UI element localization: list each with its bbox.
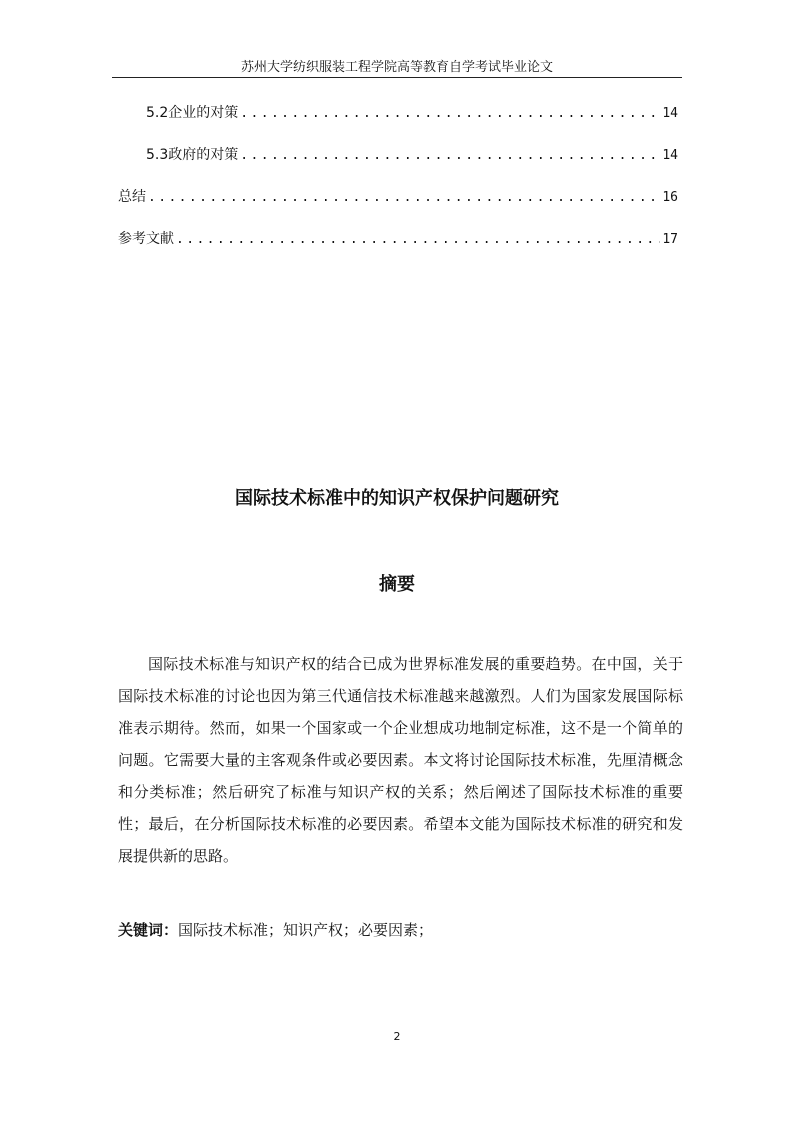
toc-leader-dots — [148, 187, 660, 209]
toc-entry[interactable] — [118, 228, 678, 270]
toc-entry-page: 17 — [662, 232, 678, 247]
toc-leader-dots — [176, 229, 660, 251]
toc-entry-page: 14 — [662, 106, 678, 121]
toc-entry[interactable] — [118, 144, 678, 186]
toc-entry-label: 5.2企业的对策 — [146, 105, 239, 121]
running-header: 苏州大学纺织服装工程学院高等教育自学考试毕业论文 — [240, 60, 553, 75]
page-number: 2 — [393, 1030, 401, 1043]
paper-title: 国际技术标准中的知识产权保护问题研究 — [235, 488, 559, 509]
toc-entry-page: 16 — [662, 190, 678, 205]
abstract-heading: 摘要 — [379, 574, 415, 595]
keywords-label: 关键词： — [118, 921, 179, 939]
toc-entry[interactable] — [118, 102, 678, 144]
toc-entry-label: 参考文献 — [118, 231, 174, 247]
toc-entry-label: 总结 — [118, 189, 146, 205]
toc-entry-label: 5.3政府的对策 — [146, 147, 239, 163]
toc-leader-dots — [240, 103, 660, 125]
abstract-body: 国际技术标准与知识产权的结合已成为世界标准发展的重要趋势。在中国，关于国际技术标准的讨论也因为第三代通信技术标准越来越激烈。人们为国家发展国际标准表示期待。然而，如果一个国家或一个企业想成功地制定标准，这不是一个简单的问题。它需要大量的主客观条件或必要因素。本文将讨论国际技术标准，先厘清概念和分类标准；然后研究了标准与知识产权的关系；然后阐述了国际技术标准的重要性；最后，在分析国际技术标准的必要因素。希望本文能为国际技术标准的研究和发展提供新的思路。 — [118, 655, 683, 865]
header-divider — [112, 77, 682, 78]
table-of-contents — [118, 102, 678, 270]
toc-entry-page: 14 — [662, 148, 678, 163]
keywords-line — [118, 918, 683, 942]
keywords-value: 国际技术标准；知识产权；必要因素； — [178, 921, 434, 939]
toc-leader-dots — [240, 145, 660, 167]
toc-entry[interactable] — [118, 186, 678, 228]
